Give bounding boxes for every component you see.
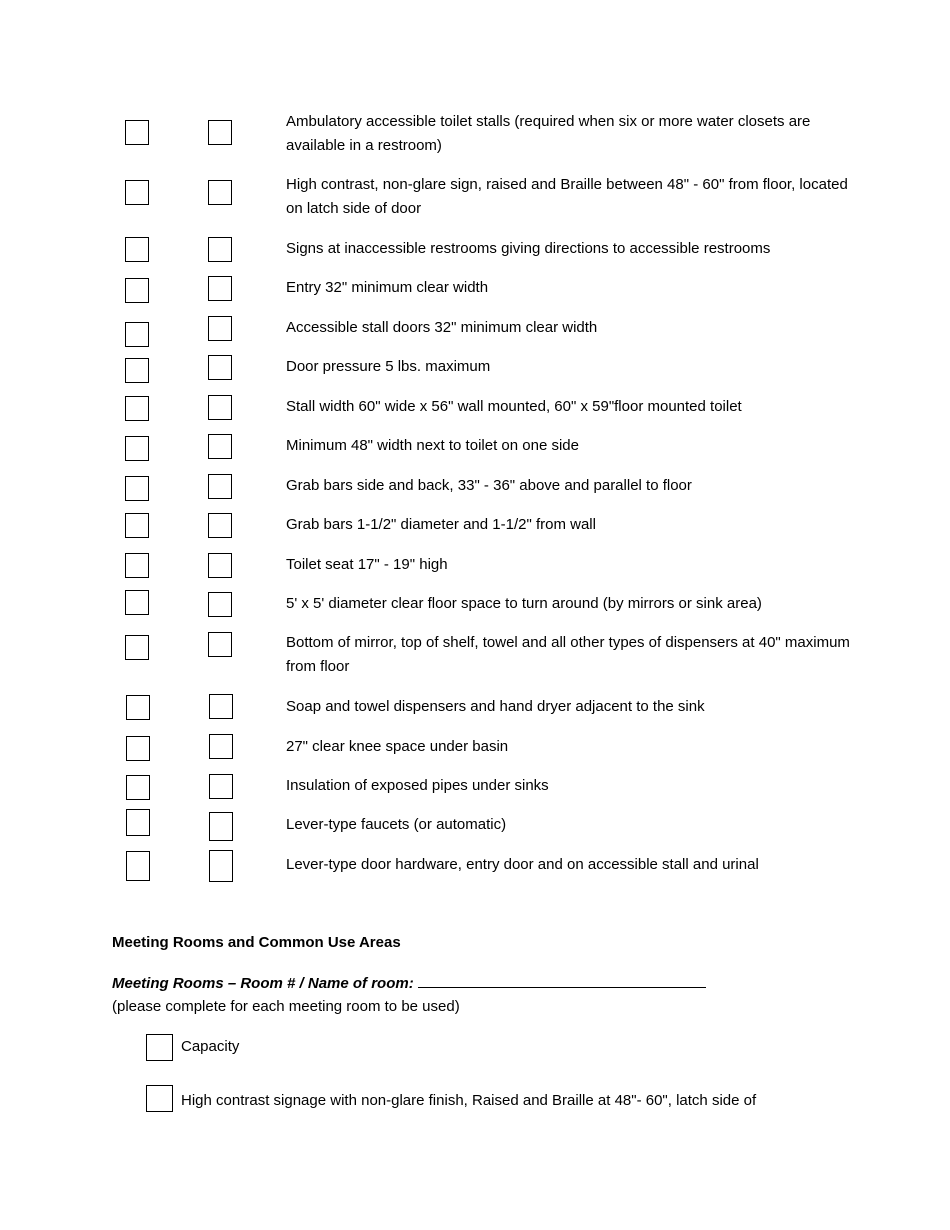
checklist-item-text: Bottom of mirror, top of shelf, towel and all other types of dispensers at 40" maximum from floor	[286, 634, 850, 675]
checklist-item-text: Grab bars side and back, 33" - 36" above and parallel to floor	[286, 477, 692, 494]
checklist-item-text: Soap and towel dispensers and hand dryer adjacent to the sink	[286, 698, 705, 715]
checkbox-yes[interactable]	[125, 635, 149, 660]
checklist-item-text: 5' x 5' diameter clear floor space to turn around (by mirrors or sink area)	[286, 595, 762, 612]
checkbox-no[interactable]	[209, 850, 233, 882]
checkbox-no[interactable]	[208, 395, 232, 420]
checkbox-yes[interactable]	[126, 695, 150, 720]
checkbox-no[interactable]	[209, 774, 233, 799]
checklist-item-text: Accessible stall doors 32" minimum clear width	[286, 319, 598, 336]
instruction-text: (please complete for each meeting room to be used)	[112, 998, 460, 1015]
checkbox-no[interactable]	[208, 180, 232, 205]
checkbox-yes[interactable]	[125, 476, 149, 501]
checklist-item-text: Stall width 60" wide x 56" wall mounted, 60" x 59"floor mounted toilet	[286, 398, 742, 415]
checkbox-yes[interactable]	[126, 775, 150, 800]
checkbox-no[interactable]	[209, 734, 233, 759]
checklist-item-text: 27" clear knee space under basin	[286, 738, 509, 755]
checkbox-yes[interactable]	[125, 322, 149, 347]
checkbox-no[interactable]	[208, 316, 232, 341]
checklist-item-text: Minimum 48" width next to toilet on one side	[286, 437, 579, 454]
checklist-item-text: Lever-type faucets (or automatic)	[286, 816, 507, 833]
checklist-item-text: Grab bars 1-1/2" diameter and 1-1/2" from wall	[286, 516, 596, 533]
checkbox-signage[interactable]	[146, 1085, 173, 1112]
checkbox-yes[interactable]	[126, 851, 150, 881]
checkbox-yes[interactable]	[125, 278, 149, 303]
checkbox-yes[interactable]	[125, 436, 149, 461]
checkbox-yes[interactable]	[125, 120, 149, 145]
checklist-item-text: Toilet seat 17" - 19" high	[286, 556, 448, 573]
checkbox-yes[interactable]	[125, 358, 149, 383]
checkbox-yes[interactable]	[125, 553, 149, 578]
checkbox-no[interactable]	[208, 474, 232, 499]
checkbox-yes[interactable]	[126, 809, 150, 836]
checklist-item-text: Ambulatory accessible toilet stalls (required when six or more water closets are available in a restroom)	[286, 113, 811, 154]
checklist-item-text: Door pressure 5 lbs. maximum	[286, 358, 491, 375]
checkbox-no[interactable]	[208, 632, 232, 657]
checkbox-capacity[interactable]	[146, 1034, 173, 1061]
checklist-item-text: Lever-type door hardware, entry door and on accessible stall and urinal	[286, 856, 759, 873]
checkbox-yes[interactable]	[125, 513, 149, 538]
checkbox-no[interactable]	[208, 513, 232, 538]
checkbox-no[interactable]	[208, 120, 232, 145]
checkbox-no[interactable]	[208, 592, 232, 617]
section-title: Meeting Rooms and Common Use Areas	[112, 934, 401, 951]
checkbox-yes[interactable]	[125, 396, 149, 421]
checkbox-no[interactable]	[208, 355, 232, 380]
checkbox-yes[interactable]	[126, 736, 150, 761]
checkbox-no[interactable]	[209, 694, 233, 719]
room-name-label	[112, 973, 706, 992]
checkbox-yes[interactable]	[125, 237, 149, 262]
checkbox-no[interactable]	[208, 553, 232, 578]
checkbox-no[interactable]	[208, 237, 232, 262]
room-name-label-text: Meeting Rooms – Room # / Name of room:	[112, 975, 414, 992]
checklist-item-text: Entry 32" minimum clear width	[286, 279, 489, 296]
checklist-item-text: Insulation of exposed pipes under sinks	[286, 777, 549, 794]
meeting-item-text: High contrast signage with non-glare finish, Raised and Braille at 48"- 60", latch side of	[181, 1092, 757, 1109]
checklist-item-text: Signs at inaccessible restrooms giving directions to accessible restrooms	[286, 240, 771, 257]
meeting-item-text: Capacity	[181, 1038, 240, 1055]
checkbox-yes[interactable]	[125, 180, 149, 205]
room-name-field[interactable]	[418, 973, 706, 988]
checkbox-no[interactable]	[209, 812, 233, 841]
checkbox-no[interactable]	[208, 434, 232, 459]
checkbox-no[interactable]	[208, 276, 232, 301]
checkbox-yes[interactable]	[125, 590, 149, 615]
checklist-item-text: High contrast, non-glare sign, raised and Braille between 48" - 60" from floor, located on latch side of door	[286, 176, 848, 217]
